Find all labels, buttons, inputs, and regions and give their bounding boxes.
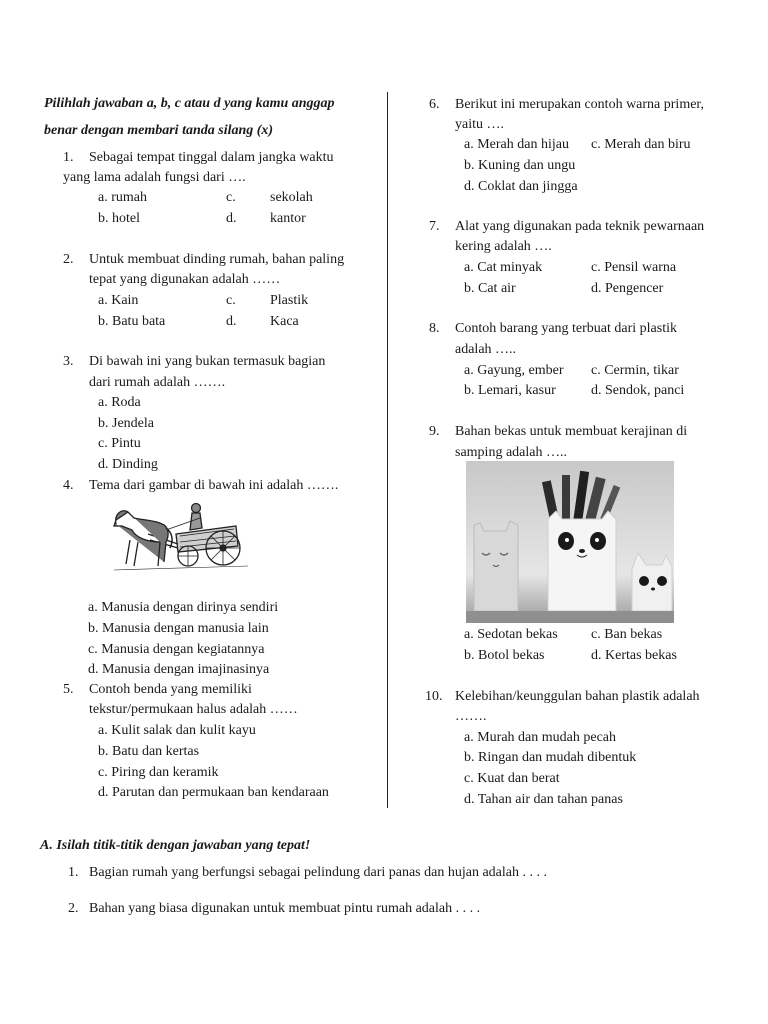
q9-text-line-1: Bahan bekas untuk membuat kerajinan di (455, 424, 688, 439)
q2-option-c: Plastik (270, 293, 309, 308)
q8-option-a: a. Gayung, ember (464, 363, 564, 378)
q5-number: 5. (63, 682, 74, 697)
q7-option-d: d. Pengencer (591, 281, 664, 296)
q5-text-line-1: Contoh benda yang memiliki (89, 682, 252, 697)
q2-option-a: a. Kain (98, 293, 139, 308)
q5-option-d: d. Parutan dan permukaan ban kendaraan (98, 785, 329, 800)
q8-option-b: b. Lemari, kasur (464, 383, 556, 398)
q10-option-c: c. Kuat dan berat (464, 771, 560, 786)
q6-option-b: b. Kuning dan ungu (464, 158, 576, 173)
q2-option-c-letter: c. (226, 293, 236, 308)
q1-option-c-letter: c. (226, 190, 236, 205)
q3-option-c: c. Pintu (98, 436, 141, 451)
q5-option-b: b. Batu dan kertas (98, 744, 200, 759)
section-a-title: A. Isilah titik-titik dengan jawaban yang tepat! (40, 838, 311, 853)
q7-number: 7. (429, 219, 440, 234)
q2-text-line-1: Untuk membuat dinding rumah, bahan paling (89, 252, 345, 267)
section-a-item-1-text: Bagian rumah yang berfungsi sebagai pelindung dari panas dan hujan adalah . . . . (89, 865, 547, 880)
q9-option-a: a. Sedotan bekas (464, 627, 558, 642)
q1-text-line-1: Sebagai tempat tinggal dalam jangka waktu (89, 150, 334, 165)
q3-option-a: a. Roda (98, 395, 141, 410)
q4-option-a: a. Manusia dengan dirinya sendiri (88, 600, 279, 615)
q3-option-d: d. Dinding (98, 457, 158, 472)
section-a-item-2-number: 2. (68, 901, 79, 916)
q7-option-c: c. Pensil warna (591, 260, 677, 275)
q9-number: 9. (429, 424, 440, 439)
q1-option-d: kantor (270, 211, 306, 226)
q3-option-b: b. Jendela (98, 416, 154, 431)
q8-text-line-2: adalah ….. (455, 342, 517, 357)
q4-number: 4. (63, 478, 74, 493)
q10-text-line-2: ……. (455, 709, 487, 724)
q10-text-line-1: Kelebihan/keunggulan bahan plastik adalah (455, 689, 700, 704)
instruction-line-1: Pilihlah jawaban a, b, c atau d yang kamu anggap (44, 96, 335, 111)
q8-number: 8. (429, 321, 440, 336)
q5-option-c: c. Piring dan keramik (98, 765, 219, 780)
q3-number: 3. (63, 354, 74, 369)
q10-option-b: b. Ringan dan mudah dibentuk (464, 750, 637, 765)
q5-text-line-2: tekstur/permukaan halus adalah …… (89, 702, 298, 717)
q6-number: 6. (429, 97, 440, 112)
q10-option-a: a. Murah dan mudah pecah (464, 730, 616, 745)
q6-option-c: c. Merah dan biru (591, 137, 691, 152)
q6-text-line-1: Berikut ini merupakan contoh warna primer, (455, 97, 705, 112)
q1-text-line-2: yang lama adalah fungsi dari …. (63, 170, 246, 185)
q3-text-line-1: Di bawah ini yang bukan termasuk bagian (89, 354, 326, 369)
q4-option-b: b. Manusia dengan manusia lain (88, 621, 269, 636)
q4-option-c: c. Manusia dengan kegiatannya (88, 642, 265, 657)
q10-number: 10. (425, 689, 443, 704)
q9-option-d: d. Kertas bekas (591, 648, 677, 663)
q6-option-d: d. Coklat dan jingga (464, 179, 578, 194)
section-a-item-1-number: 1. (68, 865, 79, 880)
q1-option-a: a. rumah (98, 190, 147, 205)
q2-number: 2. (63, 252, 74, 267)
q6-text-line-2: yaitu …. (455, 117, 504, 132)
q4-option-d: d. Manusia dengan imajinasinya (88, 662, 270, 677)
q7-text-line-1: Alat yang digunakan pada teknik pewarnaan (455, 219, 705, 234)
horse-cart-illustration (108, 496, 250, 580)
column-divider (387, 92, 388, 808)
q7-option-a: a. Cat minyak (464, 260, 543, 275)
q2-text-line-2: tepat yang digunakan adalah …… (89, 272, 281, 287)
q2-option-d-letter: d. (226, 314, 237, 329)
q1-number: 1. (63, 150, 74, 165)
section-a-item-2-text: Bahan yang biasa digunakan untuk membuat pintu rumah adalah . . . . (89, 901, 481, 916)
q1-option-c: sekolah (270, 190, 313, 205)
q2-option-d: Kaca (270, 314, 299, 329)
q4-text-line-1: Tema dari gambar di bawah ini adalah ……. (89, 478, 339, 493)
q8-text-line-1: Contoh barang yang terbuat dari plastik (455, 321, 677, 336)
q8-option-d: d. Sendok, panci (591, 383, 685, 398)
q7-text-line-2: kering adalah …. (455, 239, 552, 254)
q8-option-c: c. Cermin, tikar (591, 363, 679, 378)
q9-option-c: c. Ban bekas (591, 627, 663, 642)
q6-option-a: a. Merah dan hijau (464, 137, 569, 152)
q2-option-b: b. Batu bata (98, 314, 166, 329)
q3-text-line-2: dari rumah adalah ……. (89, 375, 226, 390)
q5-option-a: a. Kulit salak dan kulit kayu (98, 723, 256, 738)
q7-option-b: b. Cat air (464, 281, 516, 296)
bottle-craft-photo (466, 461, 674, 623)
q10-option-d: d. Tahan air dan tahan panas (464, 792, 623, 807)
q9-text-line-2: samping adalah ….. (455, 445, 567, 460)
q9-option-b: b. Botol bekas (464, 648, 545, 663)
q1-option-b: b. hotel (98, 211, 140, 226)
q1-option-d-letter: d. (226, 211, 237, 226)
instruction-line-2: benar dengan membari tanda silang (x) (44, 123, 274, 138)
